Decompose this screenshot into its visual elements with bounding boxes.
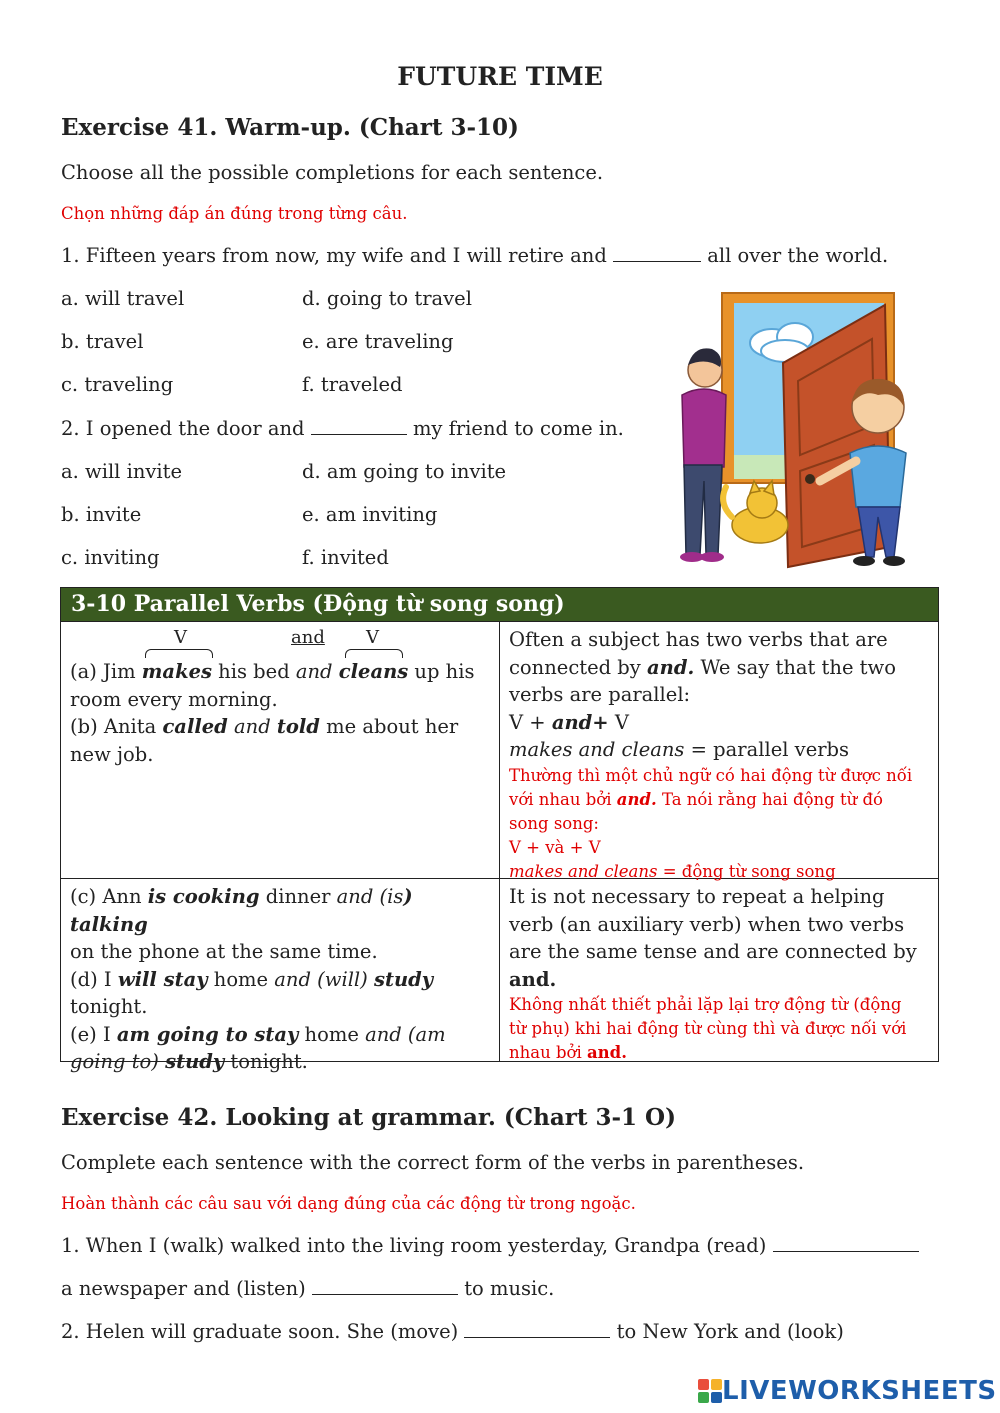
ex42-question-2: 2. Helen will graduate soon. She (move) to New York and (look) [61,1320,844,1343]
exercise-42-instruction: Complete each sentence with the correct form of the verbs in parentheses. [61,1151,805,1174]
q2-option-b[interactable]: b. invite [61,503,142,526]
example-b: (b) Anita called and told me about her [70,715,459,738]
explanation-parallel: Often a subject has two verbs that are connected by and. We say that the two verbs are parallel: V + and+ V makes and cleans = parallel verbs Thường thì một chủ ngữ có hai động từ được nối với nhau bởi and. Ta nói rằng hai động từ đó song song: V + và + V makes and cleans = động từ song song [500,622,938,878]
answer-blank[interactable] [311,416,407,435]
question-1: 1. Fifteen years from now, my wife and I will retire and all over the world. [61,244,889,267]
exercise-41-instruction-vi: Chọn những đáp án đúng trong từng câu. [61,204,408,223]
example-c: (c) Ann is cooking dinner and (is) talking [70,885,413,936]
answer-blank-listen[interactable] [312,1276,458,1295]
liveworksheets-logo[interactable] [698,1376,997,1406]
q2-option-d[interactable]: d. am going to invite [302,460,507,483]
exercise-41-heading: Exercise 41. Warm-up. (Chart 3-10) [61,114,519,141]
q2-option-e[interactable]: e. am inviting [302,503,438,526]
and-mark: and [291,627,325,648]
verb-mark: V [174,627,187,648]
brace-mark [145,649,213,658]
explanation-auxiliary: It is not necessary to repeat a helping verb (an auxiliary verb) when two verbs are the same tense and are connected by and. Không nhất thiết phải lặp lại trợ động từ (động từ phụ) khi hai động từ cùng thì và được nối với nhau bởi and. [500,879,938,1061]
examples-a-b: V and V (a) Jim makes his bed and cleans up his room every morning. (b) Anita called and told me about her new job. [61,622,500,878]
door-illustration [660,285,935,570]
cat-figure [723,481,788,543]
chart-row-parallel [61,622,938,879]
q1-option-c[interactable]: c. traveling [61,373,174,396]
chart-header: 3-10 Parallel Verbs (Động từ song song) [61,588,938,622]
ex42-question-1: 1. When I (walk) walked into the living room yesterday, Grandpa (read) [61,1233,919,1257]
q1-option-a[interactable]: a. will travel [61,287,185,310]
chart-row-auxiliary [61,879,938,1073]
example-a: (a) Jim makes his bed and cleans up his [70,660,475,683]
ex42-question-1-cont: a newspaper and (listen) to music. [61,1277,555,1300]
q2-option-a[interactable]: a. will invite [61,460,183,483]
verb-mark: V [366,627,379,648]
answer-blank-move[interactable] [464,1319,610,1338]
example-d: (d) I will stay home and (will) study [70,967,434,991]
answer-blank[interactable] [613,243,701,262]
page-title: FUTURE TIME [397,62,603,91]
question-2: 2. I opened the door and my friend to come in. [61,417,624,440]
exercise-41-instruction: Choose all the possible completions for each sentence. [61,161,604,184]
man-figure [680,348,726,562]
vietnamese-explanation: Không nhất thiết phải lặp lại trợ động từ (động từ phụ) khi hai động từ cùng thì và được nối với nhau bởi and. [509,995,907,1062]
brace-mark [345,649,403,658]
grammar-chart [60,587,939,1073]
q1-option-d[interactable]: d. going to travel [302,287,472,310]
logo-text: LIVEWORKSHEETS [722,1376,997,1406]
exercise-42-heading: Exercise 42. Looking at grammar. (Chart 3-1 O) [61,1104,676,1131]
q1-option-b[interactable]: b. travel [61,330,144,353]
q1-option-f[interactable]: f. traveled [302,373,403,396]
answer-blank-read[interactable] [773,1233,919,1252]
q2-option-f[interactable]: f. invited [302,546,389,569]
examples-c-d-e: (c) Ann is cooking dinner and (is) talking on the phone at the same time. (d) I will stay home and (will) study tonight. (e) I am going to stay home and (am going to) study tonight. [61,879,500,1061]
example-e: (e) I am going to stay home and (am [70,1022,446,1046]
exercise-42-instruction-vi: Hoàn thành các câu sau với dạng đúng của các động từ trong ngoặc. [61,1194,636,1213]
logo-icon [698,1379,722,1403]
q2-option-c[interactable]: c. inviting [61,546,160,569]
q1-option-e[interactable]: e. are traveling [302,330,454,353]
vietnamese-explanation: Thường thì một chủ ngữ có hai động từ được nối với nhau bởi and. Ta nói rằng hai động từ đó song song: V + và + V makes and cleans = động từ song song [509,765,913,881]
